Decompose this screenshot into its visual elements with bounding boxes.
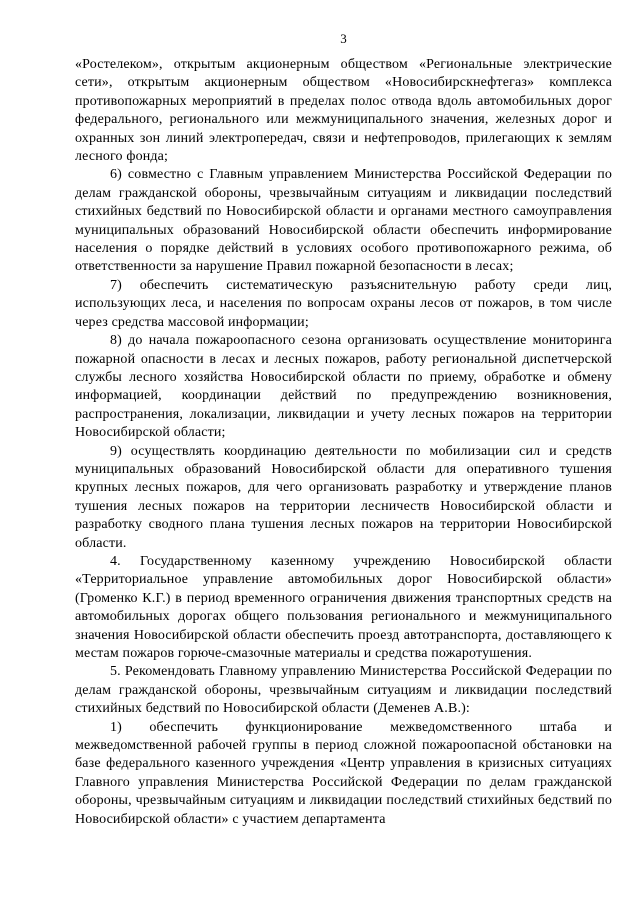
paragraph-item-9: 9) осуществлять координацию деятельности по мобилизации сил и средств муниципальных образований Новосибирской области для оперативного тушения крупных лесных пожаров, для чего организовать разработку и утверждение планов тушения лесных пожаров на территории лесничеств Новосибирской области и разработку сводного плана тушения лесных пожаров на территории Новосибирской области.	[75, 443, 612, 551]
paragraph-continuation: «Ростелеком», открытым акционерным обществом «Региональные электрические сети», открытым акционерным обществом «Новосибирскнефтегаз» комплекса противопожарных мероприятий в пределах полос отвода вдоль автомобильных дорог федерального, регионального или межмуниципального значения, железных дорог и охранных зон линий электропередач, связи и нефтепроводов, прилегающих к землям лесного фонда;	[75, 57, 612, 165]
document-body	[75, 56, 612, 829]
paragraph-subitem-1: 1) обеспечить функционирование межведомственного штаба и межведомственной рабочей группы в период сложной пожароопасной обстановки на базе федерального казенного учреждения «Центр управления в кризисных ситуациях Главного управления Министерства Российской Федерации по делам гражданской обороны, чрезвычайным ситуациям и ликвидации последствий стихийных бедствий по Новосибирской области» с участием департамента	[75, 719, 612, 827]
paragraph-point-5: 5. Рекомендовать Главному управлению Министерства Российской Федерации по делам гражданской обороны, чрезвычайным ситуациям и ликвидации последствий стихийных бедствий по Новосибирской области (Деменев А.В.):	[75, 664, 612, 717]
paragraph-point-4: 4. Государственному казенному учреждению Новосибирской области «Территориальное управление автомобильных дорог Новосибирской области» (Громенко К.Г.) в период временного ограничения движения транспортных средств на автомобильных дорогах общего пользования регионального и межмуниципального значения Новосибирской области обеспечить проезд автотранспорта, доставляющего к местам пожаров горюче-смазочные материалы и средства пожаротушения.	[75, 553, 612, 661]
page-number: 3	[340, 31, 347, 46]
paragraph-item-8: 8) до начала пожароопасного сезона организовать осуществление мониторинга пожарной опасности в лесах и лесных пожаров, работу региональной диспетчерской службы лесного хозяйства Новосибирской области по приему, обработке и обмену информацией, координации действий по предупреждению возникновения, распространения, локализации, ликвидации и учету лесных пожаров на территории Новосибирской области;	[75, 333, 612, 441]
paragraph-item-7: 7) обеспечить систематическую разъяснительную работу среди лиц, использующих леса, и населения по вопросам охраны лесов от пожаров, в том числе через средства массовой информации;	[75, 277, 612, 330]
paragraph-item-6: 6) совместно с Главным управлением Министерства Российской Федерации по делам гражданской обороны, чрезвычайным ситуациям и ликвидации последствий стихийных бедствий по Новосибирской области и органами местного самоуправления муниципальных образований Новосибирской области обеспечить информирование населения о порядке действий в условиях особого противопожарного режима, об ответственности за нарушение Правил пожарной безопасности в лесах;	[75, 167, 612, 275]
